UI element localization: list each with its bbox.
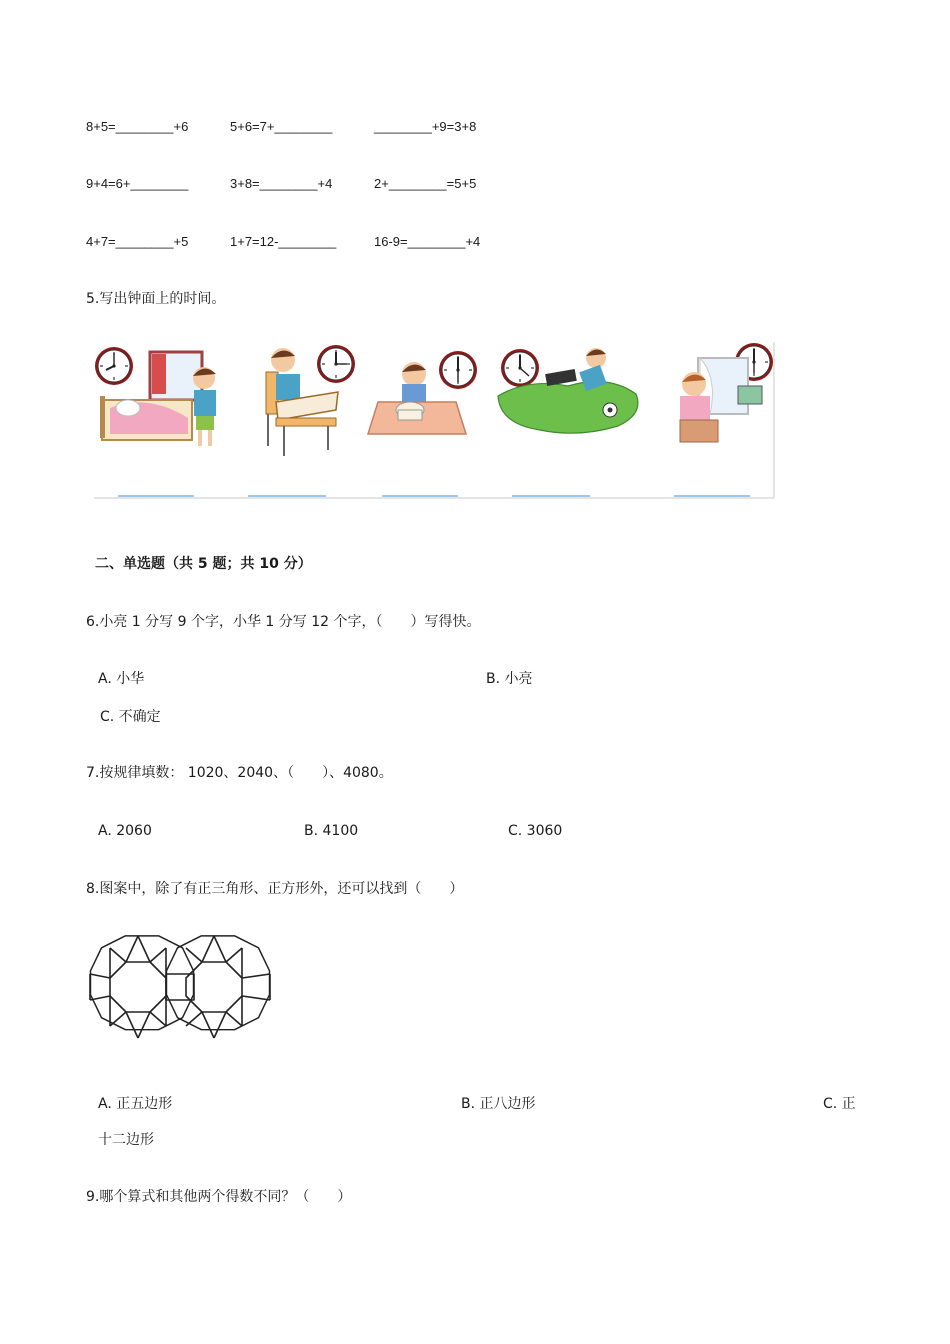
equation-3-1: 4+7=________+5 bbox=[86, 234, 189, 249]
question-8-option-a[interactable]: A. 正五边形 bbox=[98, 1096, 173, 1112]
question-8-option-c[interactable]: C. 正 bbox=[823, 1096, 856, 1112]
question-9-text: 9.哪个算式和其他两个得数不同？（ ） bbox=[86, 1189, 352, 1205]
question-7-text: 7.按规律填数： 1020、2040、（ ）、4080。 bbox=[86, 765, 393, 781]
scene-eating bbox=[368, 351, 477, 434]
question-7-option-b[interactable]: B. 4100 bbox=[304, 823, 359, 839]
equation-3-3: 16-9=________+4 bbox=[374, 234, 481, 249]
question-6-option-c[interactable]: C. 不确定 bbox=[100, 709, 161, 725]
equation-1-2: 5+6=7+________ bbox=[230, 119, 333, 134]
question-5-text: 5.写出钟面上的时间。 bbox=[86, 291, 226, 307]
question-6-option-b[interactable]: B. 小亮 bbox=[486, 671, 533, 687]
question-8-option-b[interactable]: B. 正八边形 bbox=[461, 1096, 536, 1112]
equation-2-3: 2+________=5+5 bbox=[374, 176, 477, 191]
question-7-option-c[interactable]: C. 3060 bbox=[508, 823, 563, 839]
question-8-text: 8.图案中，除了有正三角形、正方形外，还可以找到（ ） bbox=[86, 881, 464, 897]
question-6-option-a[interactable]: A. 小华 bbox=[98, 671, 145, 687]
question-6-text: 6.小亮 1 分写 9 个字，小华 1 分写 12 个字，（ ）写得快。 bbox=[86, 614, 481, 630]
equation-1-1: 8+5=________+6 bbox=[86, 119, 189, 134]
question-8-option-c-continued: 十二边形 bbox=[98, 1132, 154, 1148]
scene-playing bbox=[498, 348, 638, 433]
clock-scenes-illustration bbox=[88, 338, 778, 500]
question-7-option-a[interactable]: A. 2060 bbox=[98, 823, 152, 839]
scene-evening bbox=[680, 343, 773, 442]
scene-homework bbox=[266, 345, 355, 456]
equation-2-2: 3+8=________+4 bbox=[230, 176, 333, 191]
equation-1-3: ________+9=3+8 bbox=[374, 119, 477, 134]
section-title: 二、单选题（共 5 题；共 10 分） bbox=[95, 556, 312, 572]
scene-wake-up bbox=[95, 347, 216, 446]
equation-2-1: 9+4=6+________ bbox=[86, 176, 189, 191]
equation-3-2: 1+7=12-________ bbox=[230, 234, 337, 249]
tiling-pattern-figure bbox=[88, 934, 274, 1040]
